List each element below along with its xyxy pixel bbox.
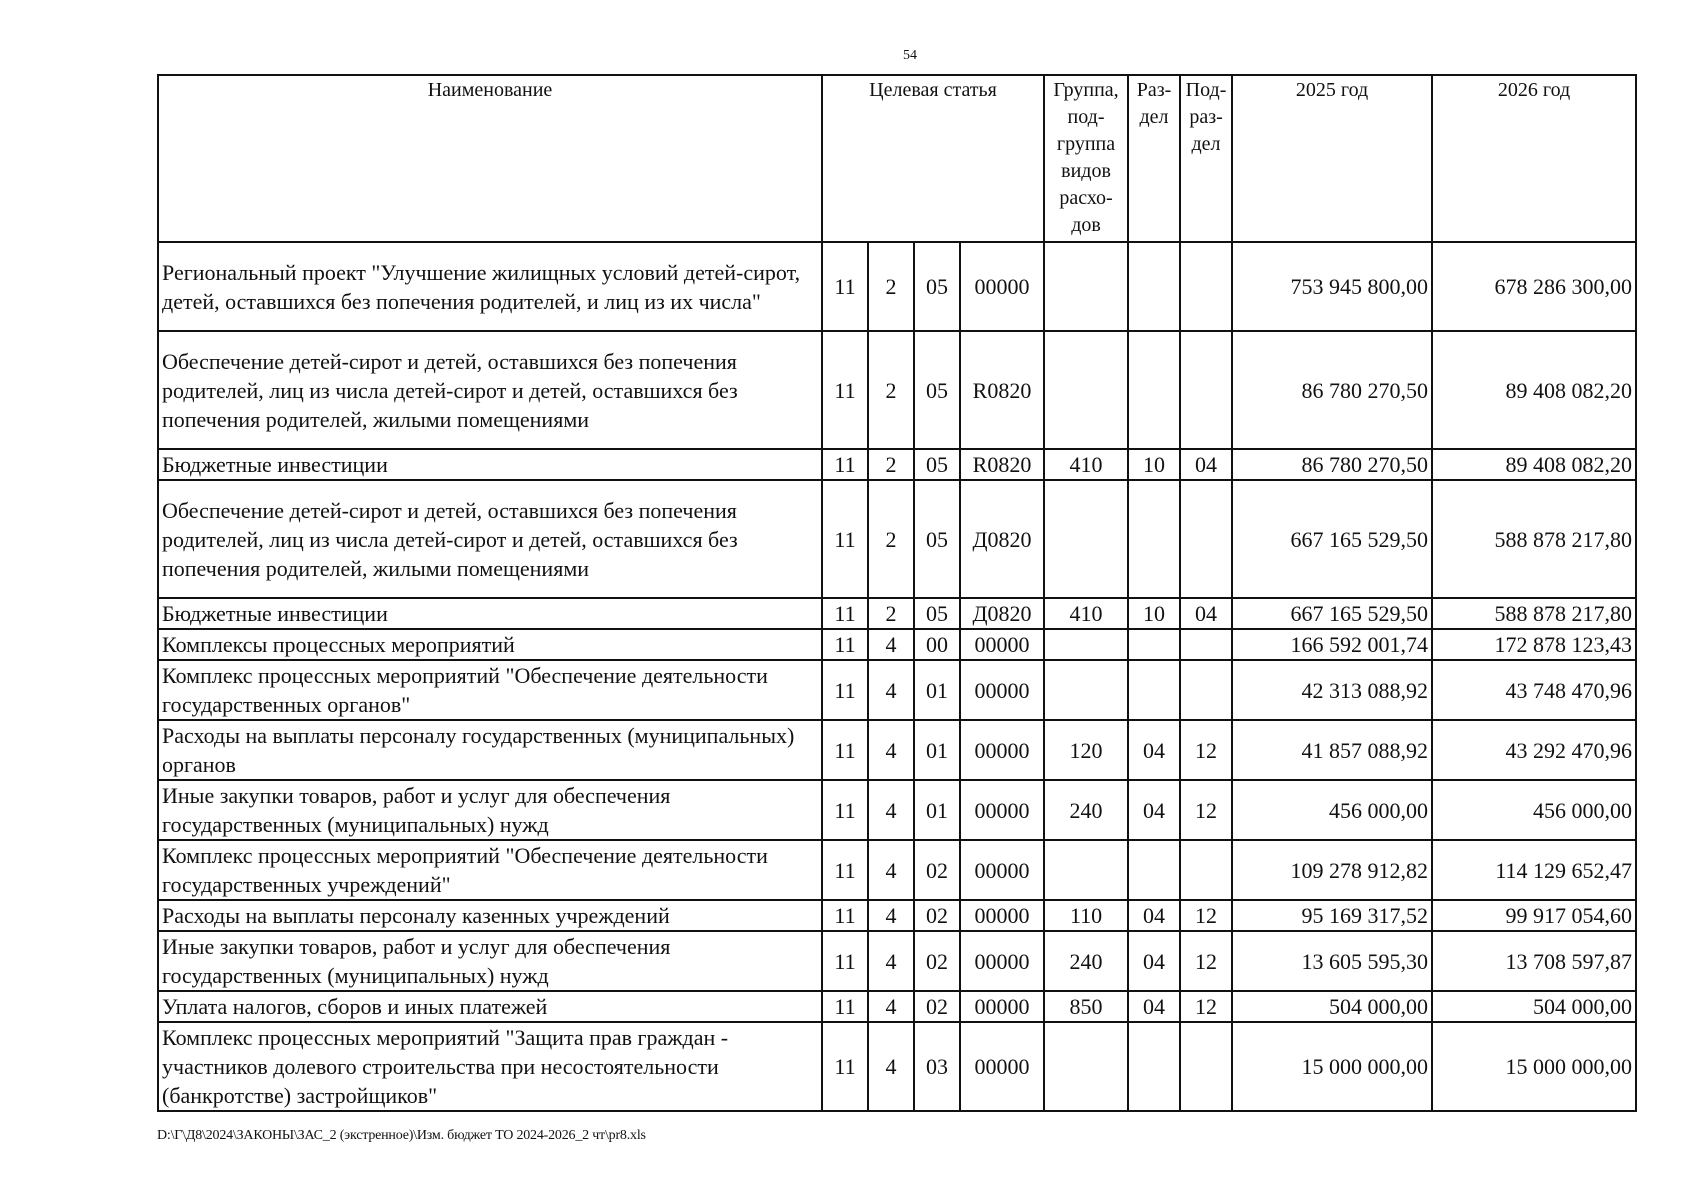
target-article-element: 01 [914, 660, 960, 720]
table-row [158, 720, 1636, 780]
table-row [158, 1022, 1636, 1111]
target-article-type: 4 [868, 629, 914, 660]
section [1128, 1022, 1180, 1111]
amount-2026: 89 408 082,20 [1432, 449, 1636, 480]
target-article-program: 11 [822, 449, 868, 480]
row-name: Уплата налогов, сборов и иных платежей [158, 991, 822, 1022]
amount-2026: 114 129 652,47 [1432, 840, 1636, 900]
amount-2026: 172 878 123,43 [1432, 629, 1636, 660]
amount-2025: 109 278 912,82 [1232, 840, 1432, 900]
header-expense-group: Группа, под-группа видов расхо-дов [1044, 75, 1128, 242]
row-name: Комплекс процессных мероприятий "Обеспечение деятельности государственных учреждений" [158, 840, 822, 900]
amount-2026: 504 000,00 [1432, 991, 1636, 1022]
section [1128, 480, 1180, 598]
subsection: 12 [1180, 931, 1232, 991]
subsection: 12 [1180, 720, 1232, 780]
target-article-direction: 00000 [960, 720, 1044, 780]
target-article-program: 11 [822, 1022, 868, 1111]
target-article-element: 02 [914, 900, 960, 931]
header-name: Наименование [158, 75, 822, 242]
target-article-program: 11 [822, 331, 868, 449]
target-article-type: 4 [868, 900, 914, 931]
expense-group [1044, 480, 1128, 598]
file-path-footer: D:\Г\Д8\2024\ЗАКОНЫ\ЗАС_2 (экстренное)\Изм. бюджет ТО 2024-2026_2 чт\pr8.xls [157, 1128, 646, 1143]
section [1128, 840, 1180, 900]
target-article-program: 11 [822, 991, 868, 1022]
target-article-program: 11 [822, 629, 868, 660]
expense-group: 410 [1044, 598, 1128, 629]
subsection [1180, 660, 1232, 720]
target-article-element: 05 [914, 480, 960, 598]
page-number: 54 [903, 48, 917, 63]
amount-2025: 667 165 529,50 [1232, 480, 1432, 598]
header-year-2026: 2026 год [1432, 75, 1636, 242]
row-name: Обеспечение детей-сирот и детей, оставшихся без попечения родителей, лиц из числа детей-сирот и детей, оставшихся без попечения родителей, жилыми помещениями [158, 480, 822, 598]
expense-group [1044, 660, 1128, 720]
expense-group: 850 [1044, 991, 1128, 1022]
table-row [158, 449, 1636, 480]
row-name: Региональный проект "Улучшение жилищных условий детей-сирот, детей, оставшихся без попечения родителей, и лиц из их числа" [158, 242, 822, 331]
table-body [158, 242, 1636, 1111]
table-row [158, 598, 1636, 629]
section [1128, 629, 1180, 660]
target-article-direction: 00000 [960, 840, 1044, 900]
subsection: 12 [1180, 780, 1232, 840]
table-row [158, 480, 1636, 598]
target-article-program: 11 [822, 720, 868, 780]
section: 04 [1128, 780, 1180, 840]
target-article-program: 11 [822, 242, 868, 331]
amount-2026: 89 408 082,20 [1432, 331, 1636, 449]
amount-2026: 15 000 000,00 [1432, 1022, 1636, 1111]
table-row [158, 242, 1636, 331]
target-article-type: 2 [868, 598, 914, 629]
amount-2026: 588 878 217,80 [1432, 598, 1636, 629]
target-article-program: 11 [822, 900, 868, 931]
subsection: 12 [1180, 900, 1232, 931]
target-article-type: 4 [868, 720, 914, 780]
target-article-direction: 00000 [960, 991, 1044, 1022]
target-article-element: 02 [914, 931, 960, 991]
target-article-type: 2 [868, 242, 914, 331]
target-article-type: 4 [868, 780, 914, 840]
subsection: 04 [1180, 449, 1232, 480]
target-article-direction: 00000 [960, 660, 1044, 720]
amount-2025: 95 169 317,52 [1232, 900, 1432, 931]
row-name: Иные закупки товаров, работ и услуг для обеспечения государственных (муниципальных) нужд [158, 931, 822, 991]
expense-group [1044, 242, 1128, 331]
section: 04 [1128, 931, 1180, 991]
table-row [158, 629, 1636, 660]
target-article-program: 11 [822, 598, 868, 629]
table-row [158, 331, 1636, 449]
target-article-type: 4 [868, 931, 914, 991]
target-article-direction: 00000 [960, 1022, 1044, 1111]
row-name: Обеспечение детей-сирот и детей, оставшихся без попечения родителей, лиц из числа детей-сирот и детей, оставшихся без попечения родителей, жилыми помещениями [158, 331, 822, 449]
expense-group: 110 [1044, 900, 1128, 931]
subsection [1180, 331, 1232, 449]
row-name: Комплексы процессных мероприятий [158, 629, 822, 660]
target-article-direction: R0820 [960, 449, 1044, 480]
expense-group: 240 [1044, 780, 1128, 840]
budget-table [157, 74, 1637, 1112]
table-row [158, 840, 1636, 900]
target-article-element: 05 [914, 242, 960, 331]
target-article-direction: Д0820 [960, 480, 1044, 598]
target-article-element: 03 [914, 1022, 960, 1111]
target-article-direction: 00000 [960, 242, 1044, 331]
expense-group [1044, 1022, 1128, 1111]
amount-2025: 667 165 529,50 [1232, 598, 1432, 629]
table-header-row [158, 75, 1636, 242]
subsection: 12 [1180, 991, 1232, 1022]
target-article-element: 01 [914, 720, 960, 780]
subsection [1180, 480, 1232, 598]
amount-2026: 43 292 470,96 [1432, 720, 1636, 780]
amount-2026: 456 000,00 [1432, 780, 1636, 840]
target-article-program: 11 [822, 480, 868, 598]
target-article-program: 11 [822, 660, 868, 720]
section: 04 [1128, 900, 1180, 931]
target-article-direction: 00000 [960, 780, 1044, 840]
section [1128, 331, 1180, 449]
target-article-element: 01 [914, 780, 960, 840]
header-target-article: Целевая статья [822, 75, 1044, 242]
section: 10 [1128, 598, 1180, 629]
target-article-program: 11 [822, 931, 868, 991]
amount-2025: 15 000 000,00 [1232, 1022, 1432, 1111]
section: 04 [1128, 991, 1180, 1022]
target-article-element: 05 [914, 331, 960, 449]
amount-2025: 13 605 595,30 [1232, 931, 1432, 991]
target-article-type: 4 [868, 840, 914, 900]
expense-group [1044, 629, 1128, 660]
target-article-type: 4 [868, 1022, 914, 1111]
target-article-element: 02 [914, 840, 960, 900]
amount-2025: 41 857 088,92 [1232, 720, 1432, 780]
row-name: Комплекс процессных мероприятий "Защита прав граждан - участников долевого строительства при несостоятельности (банкротстве) застройщиков" [158, 1022, 822, 1111]
expense-group [1044, 840, 1128, 900]
row-name: Бюджетные инвестиции [158, 598, 822, 629]
subsection [1180, 1022, 1232, 1111]
target-article-element: 00 [914, 629, 960, 660]
amount-2025: 166 592 001,74 [1232, 629, 1432, 660]
target-article-element: 02 [914, 991, 960, 1022]
amount-2025: 86 780 270,50 [1232, 331, 1432, 449]
amount-2026: 678 286 300,00 [1432, 242, 1636, 331]
expense-group: 120 [1044, 720, 1128, 780]
amount-2025: 504 000,00 [1232, 991, 1432, 1022]
amount-2025: 42 313 088,92 [1232, 660, 1432, 720]
target-article-direction: Д0820 [960, 598, 1044, 629]
amount-2026: 99 917 054,60 [1432, 900, 1636, 931]
target-article-program: 11 [822, 780, 868, 840]
target-article-program: 11 [822, 840, 868, 900]
subsection [1180, 629, 1232, 660]
table-row [158, 660, 1636, 720]
target-article-direction: 00000 [960, 629, 1044, 660]
row-name: Комплекс процессных мероприятий "Обеспечение деятельности государственных органов" [158, 660, 822, 720]
target-article-type: 2 [868, 449, 914, 480]
target-article-direction: 00000 [960, 931, 1044, 991]
amount-2025: 456 000,00 [1232, 780, 1432, 840]
table-row [158, 931, 1636, 991]
target-article-element: 05 [914, 449, 960, 480]
subsection: 04 [1180, 598, 1232, 629]
target-article-type: 2 [868, 480, 914, 598]
expense-group: 240 [1044, 931, 1128, 991]
subsection [1180, 242, 1232, 331]
section [1128, 242, 1180, 331]
table-row [158, 991, 1636, 1022]
expense-group: 410 [1044, 449, 1128, 480]
table-row [158, 900, 1636, 931]
row-name: Иные закупки товаров, работ и услуг для обеспечения государственных (муниципальных) нужд [158, 780, 822, 840]
target-article-direction: 00000 [960, 900, 1044, 931]
target-article-type: 4 [868, 660, 914, 720]
row-name: Расходы на выплаты персоналу казенных учреждений [158, 900, 822, 931]
amount-2026: 588 878 217,80 [1432, 480, 1636, 598]
section [1128, 660, 1180, 720]
target-article-type: 4 [868, 991, 914, 1022]
amount-2026: 43 748 470,96 [1432, 660, 1636, 720]
target-article-element: 05 [914, 598, 960, 629]
amount-2025: 86 780 270,50 [1232, 449, 1432, 480]
target-article-direction: R0820 [960, 331, 1044, 449]
amount-2025: 753 945 800,00 [1232, 242, 1432, 331]
row-name: Бюджетные инвестиции [158, 449, 822, 480]
section: 10 [1128, 449, 1180, 480]
header-year-2025: 2025 год [1232, 75, 1432, 242]
target-article-type: 2 [868, 331, 914, 449]
header-subsection: Под-раз-дел [1180, 75, 1232, 242]
expense-group [1044, 331, 1128, 449]
header-section: Раз-дел [1128, 75, 1180, 242]
amount-2026: 13 708 597,87 [1432, 931, 1636, 991]
subsection [1180, 840, 1232, 900]
table-row [158, 780, 1636, 840]
section: 04 [1128, 720, 1180, 780]
row-name: Расходы на выплаты персоналу государственных (муниципальных) органов [158, 720, 822, 780]
